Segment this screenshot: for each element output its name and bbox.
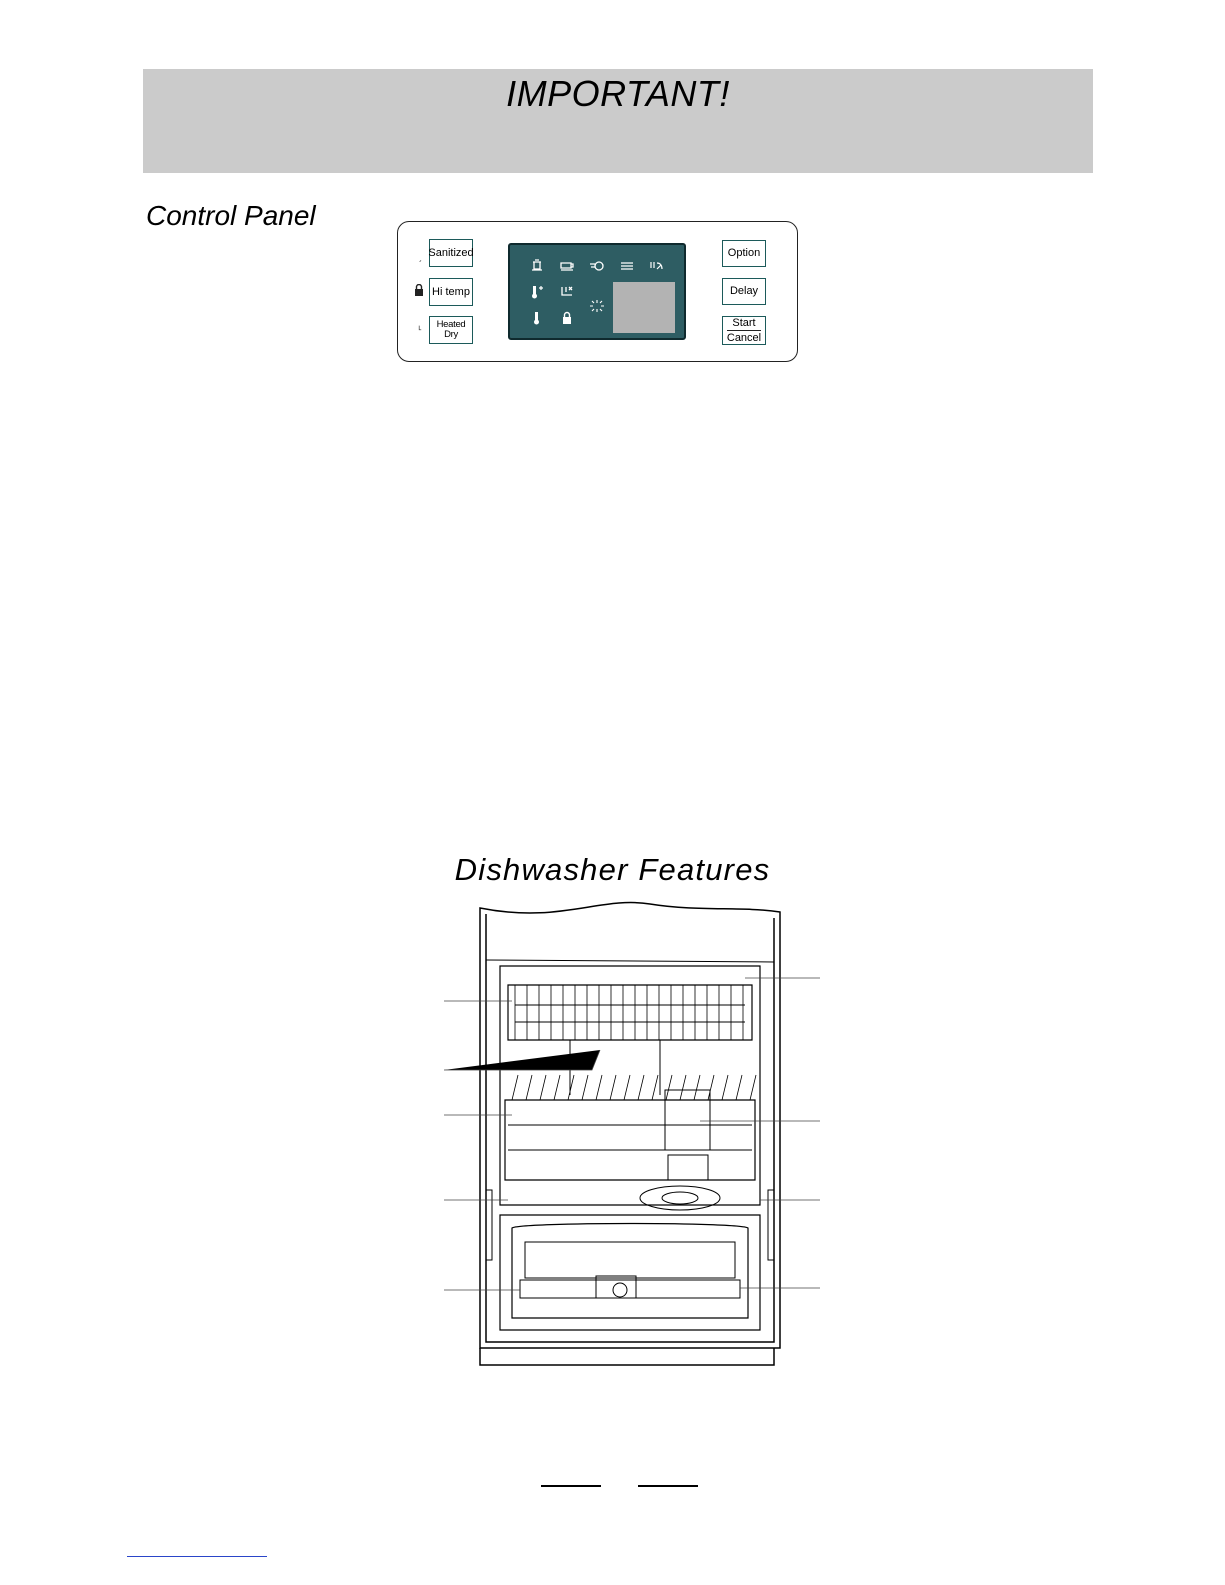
- small-hook-icon: ˪: [418, 322, 422, 333]
- footer-link-underline: [127, 1556, 267, 1557]
- delay-button-label: Delay: [729, 285, 759, 298]
- option-button-label: Option: [727, 247, 761, 260]
- cancel-label: Cancel: [726, 331, 762, 344]
- small-tick-icon: ˏ: [418, 252, 422, 263]
- page-rule-left: [541, 1485, 601, 1487]
- heated-dry-button-label: Heated Dry: [436, 318, 466, 340]
- banner-title: IMPORTANT!: [506, 73, 730, 114]
- hi-temp-button-label: Hi temp: [432, 285, 470, 298]
- page-rule-right: [638, 1485, 698, 1487]
- sanitized-button-label: Sanitized: [428, 246, 474, 259]
- control-panel-title: Control Panel: [146, 200, 316, 231]
- dishwasher-features-title: Dishwasher Features: [454, 852, 771, 887]
- start-label: Start: [732, 317, 756, 329]
